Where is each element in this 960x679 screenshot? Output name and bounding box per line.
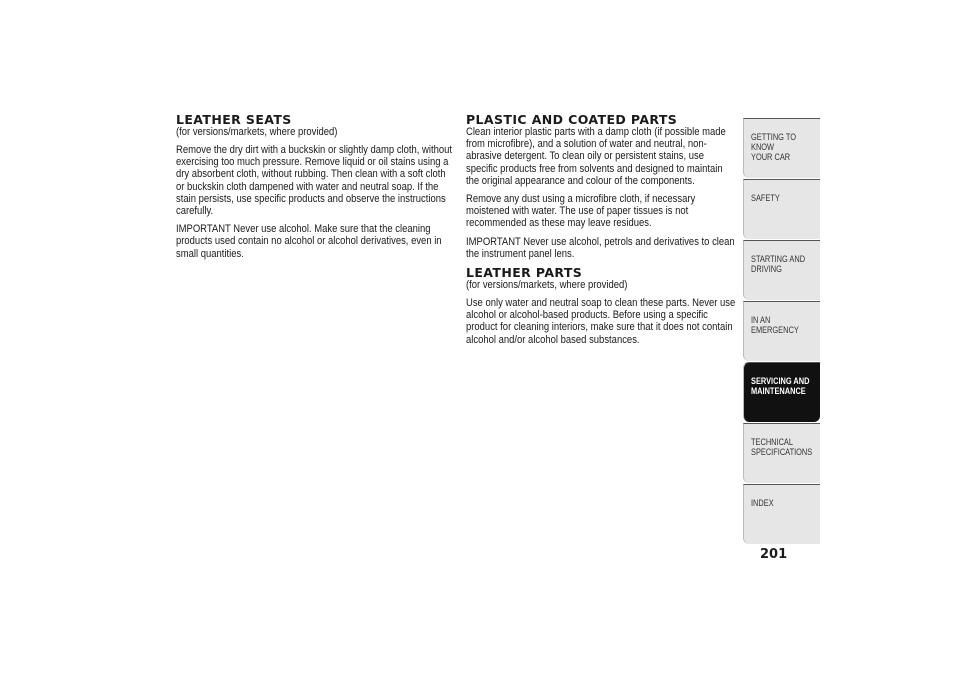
plastic-parts-paragraph-1: Clean interior plastic parts with a damp cloth (if possible made from microfibre), and a solution of water and neutral, non-abrasive detergent. To clean oily or persistent stains, use specific products free from solvents and designed to maintain the original appearance and colour of the components. <box>466 126 726 187</box>
tab-label: SAFETY <box>751 193 780 204</box>
tab-label: SERVICING AND MAINTENANCE <box>751 376 810 397</box>
leather-seats-paragraph-2: IMPORTANT Never use alcohol. Make sure that the cleaning products used contain no alcohol or alcohol derivatives, even in small quantities. <box>176 223 442 260</box>
leather-parts-heading: LEATHER PARTS <box>466 265 583 281</box>
tab-label: INDEX <box>751 498 774 509</box>
tab-starting-driving[interactable] <box>743 240 820 300</box>
leather-seats-heading: LEATHER SEATS <box>176 112 292 127</box>
left-column <box>176 113 454 266</box>
leather-seats-paragraph-1: Remove the dry dirt with a buckskin or slightly damp cloth, without exercising too much pressure. Remove liquid or oil stains using a dry absorbent cloth, without rubbing. Then clean with a soft cloth or buckskin cloth dampened with water and neutral soap. If the stain persists, use specific products and observe the instructions carefully. <box>176 144 453 218</box>
tab-label: STARTING AND DRIVING <box>751 254 806 275</box>
chapter-sidebar <box>743 118 820 545</box>
tab-label: IN AN EMERGENCY <box>751 315 799 336</box>
tab-getting-to-know[interactable] <box>743 118 820 178</box>
page-number: 201 <box>760 547 788 562</box>
right-column <box>466 113 738 352</box>
plastic-parts-paragraph-3: IMPORTANT Never use alcohol, petrols and derivatives to clean the instrument panel lens. <box>466 235 735 260</box>
tab-technical-specifications[interactable] <box>743 423 820 483</box>
leather-seats-subtitle: (for versions/markets, where provided) <box>176 126 338 138</box>
tab-servicing-maintenance[interactable] <box>743 362 820 422</box>
leather-parts-paragraph: Use only water and neutral soap to clean these parts. Never use alcohol or alcohol-based products. Before using a specific product for cleaning interiors, make sure that it does not contain alcohol and/or alcohol based substances. <box>466 297 736 346</box>
plastic-parts-heading: PLASTIC AND COATED PARTS <box>466 112 678 127</box>
tab-label: TECHNICAL SPECIFICATIONS <box>751 437 813 458</box>
tab-emergency[interactable] <box>743 301 820 361</box>
tab-index[interactable] <box>743 484 820 544</box>
tab-label: GETTING TO KNOW YOUR CAR <box>751 132 797 163</box>
tab-safety[interactable] <box>743 179 820 239</box>
leather-parts-subtitle: (for versions/markets, where provided) <box>466 279 628 292</box>
plastic-parts-paragraph-2: Remove any dust using a microfibre cloth, if necessary moistened with water. The use of paper tissues is not recommended as these may leave residues. <box>466 193 696 230</box>
